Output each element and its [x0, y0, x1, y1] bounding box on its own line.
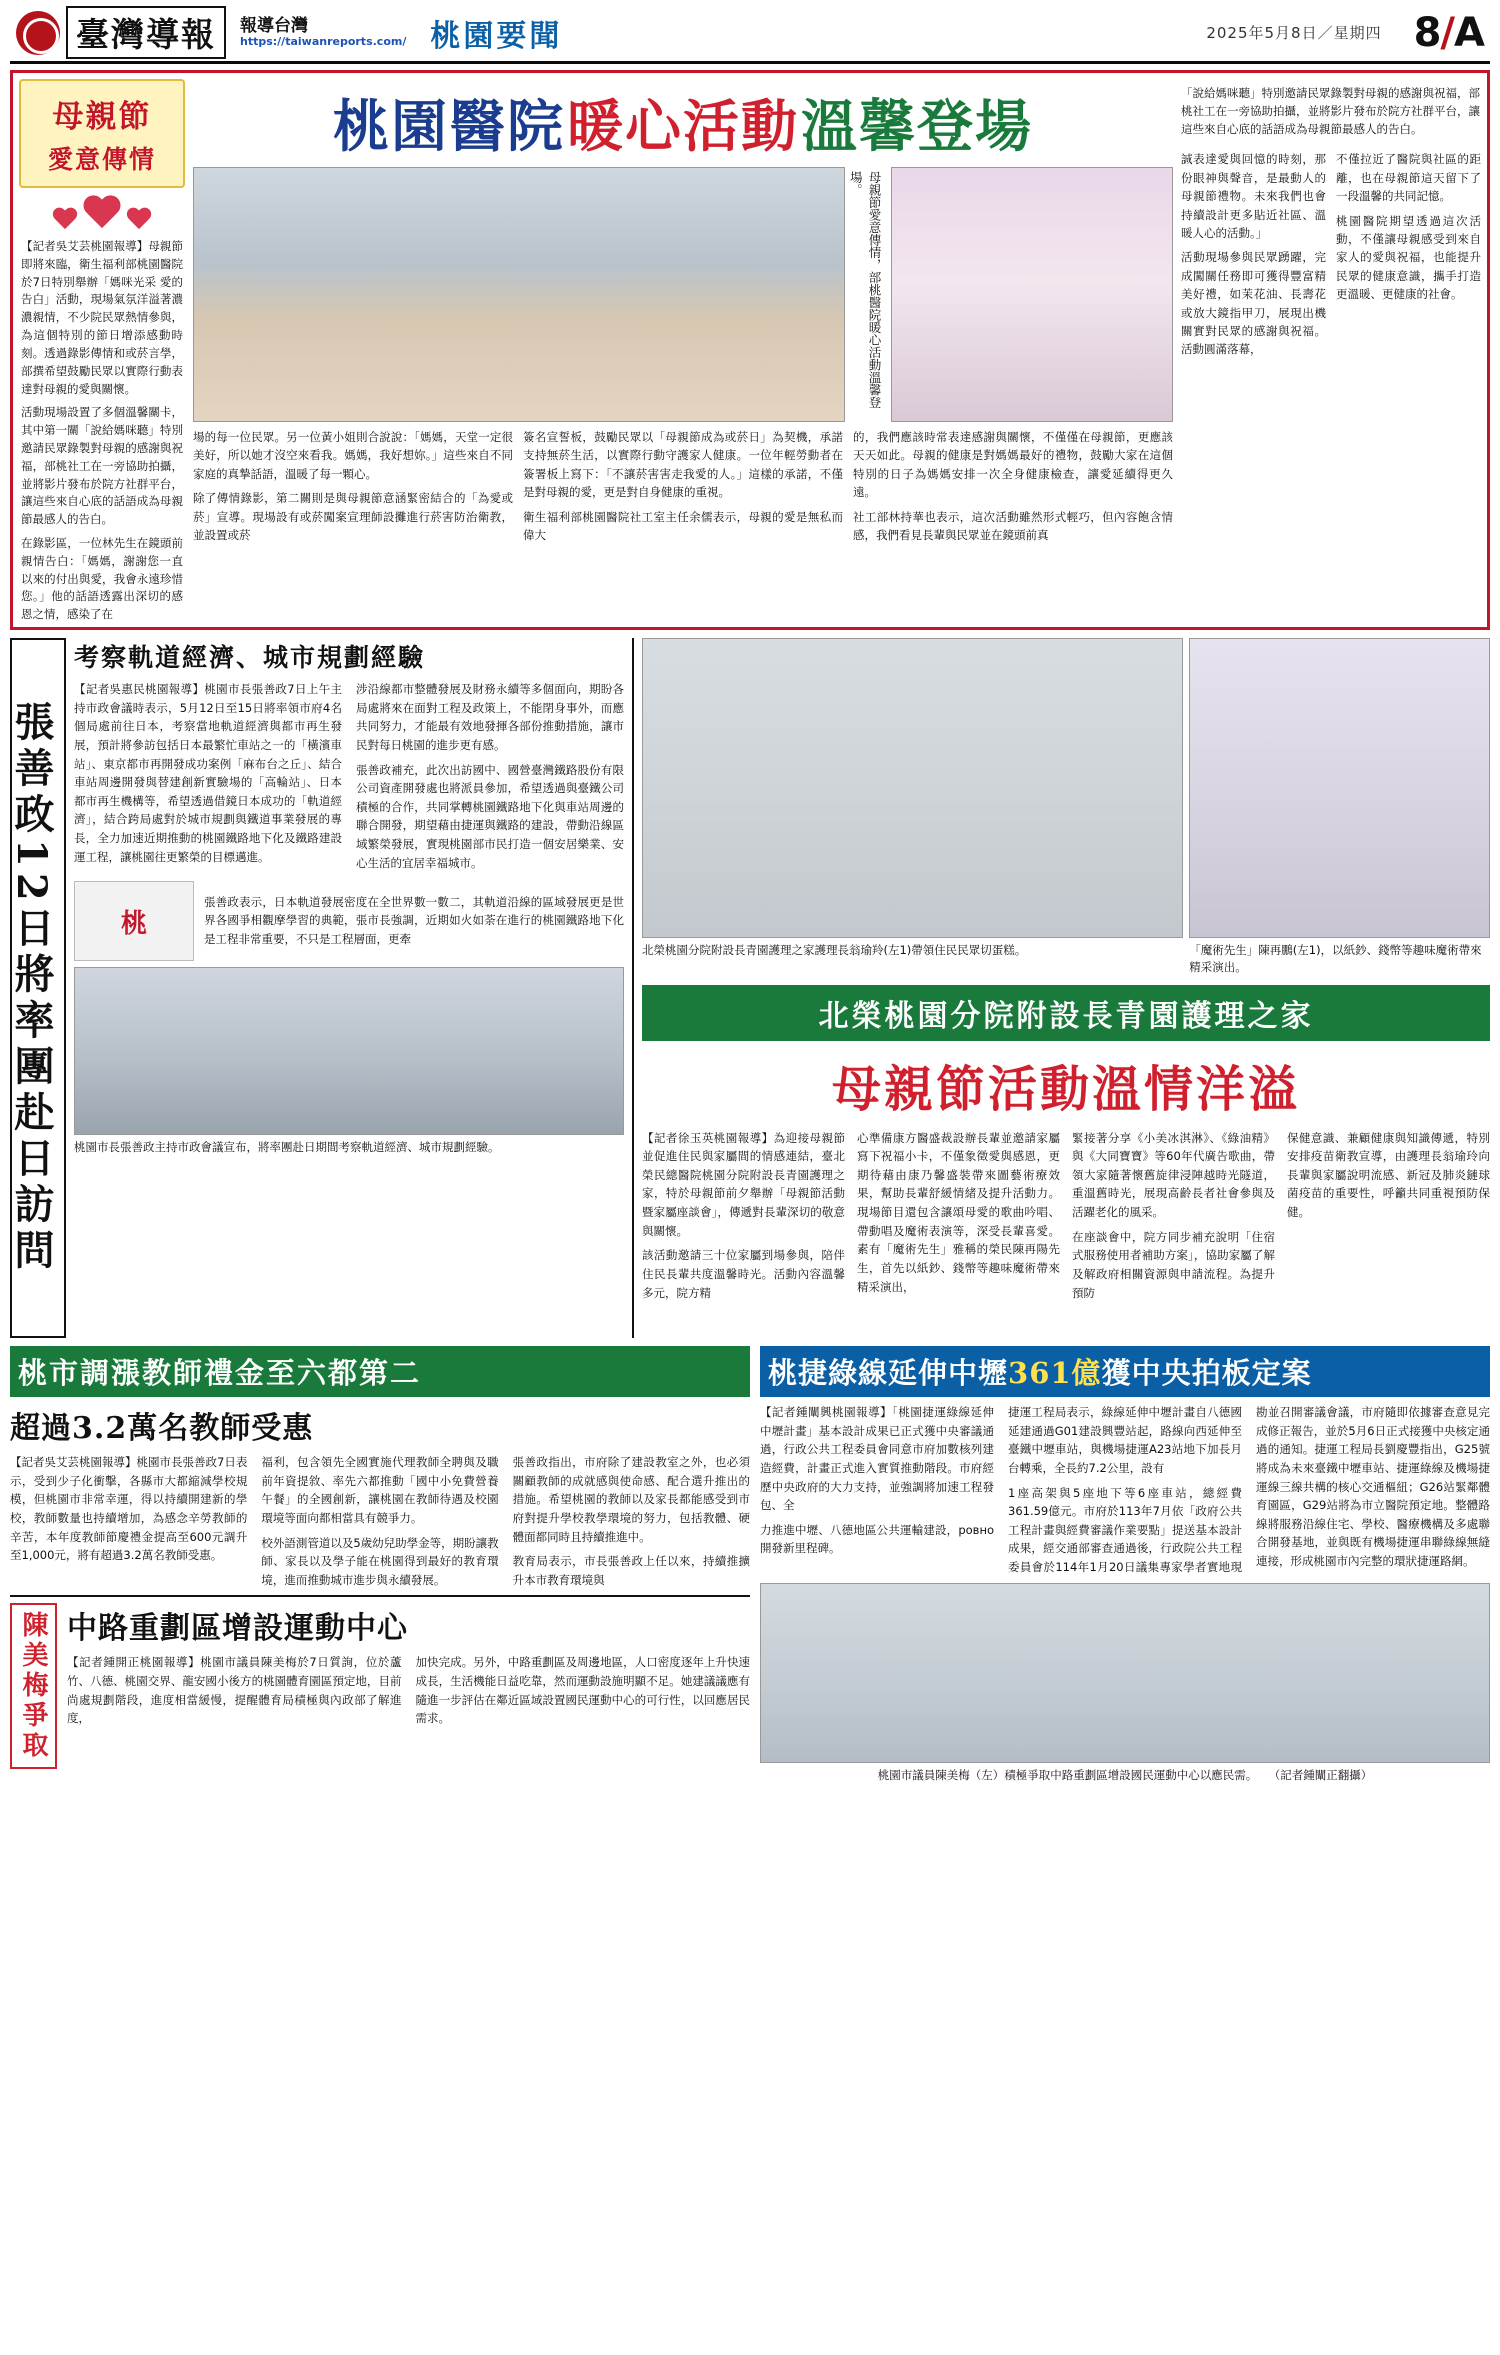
body-paragraph: 【記者徐玉英桃園報導】為迎接母親節並促進住民與家屬間的情感連結，臺北榮民總醫院桃園分院附設長青園護理之家，特於母親節前夕舉辦「母親節活動暨家屬座談會」，傳遞對長輩深切的敬意與關懷。 — [642, 1130, 845, 1238]
mid-left-article — [74, 638, 634, 1338]
body-paragraph: 涉沿線都市整體發展及財務永續等多個面向，期盼各局處將來在面對工程及政策上，不能閉身事外，而應共同努力，才能最有效地發揮各部份推動措施，讓市民對每日桃園的進步更有感。 — [356, 682, 624, 752]
bar-title-highlight: 361億 — [1008, 1356, 1102, 1390]
top-story — [10, 70, 1490, 630]
bar-title-suffix: 獲中央拍板定案 — [1101, 1356, 1312, 1390]
bottom-right-body — [760, 1403, 1490, 1577]
sub-article-headline: 中路重劃區增設運動中心 — [67, 1611, 408, 1647]
bottom-left-bar-title: 桃市調漲教師禮金至六都第二 — [10, 1346, 750, 1397]
page-number: 8/A — [1413, 9, 1484, 56]
bottom-left-subhead: 超過3.2萬名教師受惠 — [10, 1411, 314, 1446]
page-number-value: 8 — [1413, 9, 1441, 56]
top-story-photos — [193, 167, 1173, 422]
mid-left-headline: 考察軌道經濟、城市規劃經驗 — [74, 643, 426, 672]
bottom-right-article — [760, 1346, 1490, 1866]
mid-left-figure-caption: 桃園市長張善政主持市政會議宣布，將率團赴日期間考察軌道經濟、城市規劃經驗。 — [74, 1140, 500, 1155]
body-paragraph: 張善政表示，日本軌道發展密度在全世界數一數二，其軌道沿線的區域發展更是世界各國爭相觀摩學習的典範，張市長強調，近期如火如荼在進行的桃園鐵路地下化是工程非常重要，不只是工程層面，更牽 — [204, 894, 624, 946]
top-story-left-column — [19, 79, 185, 621]
body-paragraph: 場的每一位民眾。另一位黃小姐則合說說：「媽媽，天堂一定很美好，所以她才沒空來看我。媽媽，我好想妳。」這些來自不同家庭的真摯話語，溫暖了每一顆心。 — [193, 430, 513, 481]
body-paragraph: 衛生福利部桃園醫院社工室主任余儒表示，母親的愛是無私而偉大 — [523, 509, 843, 542]
body-column — [1336, 150, 1481, 364]
sub-article-vertical-label: 陳美梅爭取 — [10, 1603, 57, 1769]
photo-mayor-speech — [74, 967, 624, 1135]
bottom-right-photo-caption: 桃園市議員陳美梅（左）積極爭取中路重劃區增設國民運動中心以應民需。 （記者鍾闡正翻攝） — [877, 1767, 1373, 1782]
body-paragraph: 力推進中壢、八德地區公共運輸建設，ровно開發新里程碑。 — [760, 1522, 994, 1556]
heart-icon — [52, 208, 78, 232]
mid-right-band: 北榮桃園分院附設長青園護理之家 — [642, 985, 1490, 1041]
bottom-section — [10, 1346, 1490, 1866]
top-story-kicker — [19, 79, 185, 188]
body-paragraph: 福利，包含領先全國實施代理教師全聘與及職前年資提敘、率先六都推動「國中小免費營養午餐」的全國創新，讓桃園在教師待遇及校園環境等面向都相當具有競爭力。 — [261, 1455, 499, 1525]
mid-left-body — [74, 680, 624, 875]
headline-part-2: 暖心活動 — [567, 94, 799, 160]
body-column — [193, 428, 513, 550]
photo-caption: 北榮桃園分院附設長青園護理之家護理長翁瑜羚(左1)帶領住民民眾切蛋糕。 — [642, 943, 1027, 957]
photo-group-event — [193, 167, 845, 422]
body-paragraph: 簽名宣誓板，鼓勵民眾以「母親節成為或菸日」為契機，承諾支持無菸生活，以實際行動守護家人健康。一位年輕勞動者在簽署板上寫下：「不讓菸害害走我愛的人。」這樣的承諾，不僅是對母親的愛，更是對自身健康的重視。 — [523, 430, 843, 500]
photo-cake-cutting — [642, 638, 1183, 938]
body-paragraph: 誠表達愛與回憶的時刻，那份眼神與聲音，是最動人的母親節禮物。未來我們也會持續設計更多貼近社區、溫暖人心的活動。」 — [1181, 152, 1326, 240]
body-paragraph: 捷運工程局表示，綠線延伸中壢計畫自八德國延建通過G01建設興豐站起，路線向西延伸至臺鐵中壢車站，與機場捷運A23站地下加長月台轉乘，全長約7.2公里，設有 — [1008, 1405, 1242, 1475]
heart-icon — [82, 196, 122, 232]
heart-icon — [126, 208, 152, 232]
body-paragraph: 張善政補充，此次出訪國中、國營臺灣鐵路股份有限公司資產開發處也將派員參加，希望透過與臺鐵公司積極的合作，共同掌轉桃園鐵路地下化與車站周邊的聯合開發，期望藉由捷運與鐵路的建設，帶動沿線區域繁榮發展，實現桃園部市民打造一個安居樂業、安心生活的宜居幸福城市。 — [356, 762, 624, 870]
mid-left-figure — [74, 881, 624, 961]
top-story-right-body — [1181, 150, 1481, 364]
top-story-paragraph: 活動現場設置了多個溫馨關卡，其中第一關「說給媽咪聽」特別邀請民眾錄製對母親的感謝與祝福，部桃社工在一旁協助拍攝，並將影片發布於院方社群平台，讓這些來自心底的話語成為母親節最感人的告白。 — [21, 405, 183, 527]
body-paragraph: 校外語測管道以及5歲幼兒助學金等，期盼讓教師、家長以及學子能在桃園得到最好的教育環境，進而推動城市進步與永續發展。 — [261, 1535, 499, 1587]
paper-name: 臺灣導報 — [66, 6, 226, 59]
body-paragraph: 張善政指出，市府除了建設教室之外，也必須關顧教師的成就感與使命感、配合選升推出的措施。希望桃園的教師以及家長都能感受到市府對提升學校教學環境的努力，包括教體、硬體面都同時且持續推進中。 — [512, 1455, 750, 1544]
bottom-right-bar-title — [760, 1346, 1490, 1397]
kicker-line-2: 愛意傳情 — [47, 145, 156, 174]
photo-b-caption: 「說給媽咪聽」特別邀請民眾錄製對母親的感謝與祝福，部桃社工在一旁協助拍攝，並將影片發布於院方社群平台，讓這些來自心底的話語成為母親節最感人的告白。 — [1181, 86, 1480, 136]
mid-section — [10, 638, 1490, 1338]
body-paragraph: 緊接著分享《小美冰淇淋》、《綠油精》與《大同寶寶》等60年代廣告歌曲，帶領大家隨著懷舊旋律浸陣越時光隧道，重溫舊時光，展現高齡長者社會參與及活躍老化的風采。 — [1072, 1130, 1275, 1219]
body-paragraph: 1座高架與5座地下等6座車站，總經費361.59億元。市府於113年7月依「政府公共工程計畫與經費審議作業要點」提送基本設計成果，經交通部審查通過後，行政院公共工程委員會於114年1月20日議集專家學者實地現勘並召開審議會議，市府隨即依據審查意見完成修正報告，並於5月6日正式接獲中央核定通過的通知。捷運工程局長劉慶豐指出，G25號將成為未來臺鐵中壢車站、捷運綠線及機場捷運線三線共構的核心交通樞紐；G26站緊鄰體育園區，G29站將為市立醫院預定地。整體路線將服務沿線住宅、學校、醫療機構及多處聯合開發基地，並與既有機場捷運串聯綠線無縫連接，形成桃園市內完整的環狀捷運路網。 — [1008, 1405, 1490, 1574]
body-paragraph: 在座談會中，院方同步補充說明「住宿式服務使用者補助方案」，協助家屬了解及解政府相關資源與申請流程。為提升預防 — [1072, 1229, 1275, 1300]
kicker-line-1: 母親節 — [52, 99, 152, 135]
photo-council-session — [760, 1583, 1490, 1763]
taoyuan-logo-icon — [74, 881, 194, 961]
section-title: 桃園要聞 — [430, 18, 563, 54]
photo-magic-show — [1189, 638, 1490, 938]
top-story-body — [193, 428, 1173, 550]
body-paragraph: 心準備康方醫盛裁設辦長輩並邀請家屬寫下祝福小卡，不僅象徵愛與感恩，更期待藉由康乃馨盛裝帶來圖藝術療效果，幫助長輩舒緩情緒及提升活動力。現場節目還包含讓頌母愛的歌曲吟唱、帶動唱及魔術表演等，深受長輩喜愛。素有「魔術先生」雅稱的榮民陳再陽先生，首先以紙鈔、錢幣等趣味魔術帶來精采演出， — [857, 1130, 1060, 1294]
headline-part-3: 溫馨登場 — [801, 94, 1033, 160]
body-paragraph: 【記者吳惠民桃園報導】桃園市長張善政7日上午主持市政會議時表示，5月12日至15日將率領市府4名個局處前往日本，考察當地軌道經濟與都市再生發展，預計將參訪包括日本最繁忙車站之一的「橫濱車站」、東京都市再開發成功案例「麻布台之丘」、結合車站周邊開發與替建創新實驗場的「高輪站」、日本都市再生機構等，希望透過借鏡日本成功的「軌道經濟」，結合跨局處對於城市規劃與鐵道事業發展的專長，全力加速近期推動的桃園鐵路地下化及鐵路建設運工程，讓桃園往更繁榮的目標邁進。 — [74, 682, 342, 864]
body-paragraph: 【記者鍾開正桃園報導】桃園市議員陳美梅於7日質詢，位於蘆竹、八德、桃園交界、龍安國小後方的桃園體育園區預定地，目前尚處規劃階段，進度相當緩慢，提醒體育局積極與內政部了解進度， — [67, 1655, 402, 1726]
photo-caption: 「魔術先生」陳再鵬(左1)，以紙鈔、錢幣等趣味魔術帶來精采演出。 — [1189, 943, 1482, 975]
body-paragraph: 社工部林持華也表示，這次活動雖然形式輕巧，但內容飽含情感，我們看見長輩與民眾並在鏡頭前真 — [853, 509, 1173, 542]
mid-right-photos — [642, 638, 1490, 938]
body-paragraph: 不僅拉近了醫院與社區的距離，也在母親節這天留下了一段溫馨的共同記憶。 — [1336, 152, 1481, 204]
photo-caption-vertical: 母親節愛意傳情，部桃醫院暖心活動溫馨登場。 — [848, 171, 882, 409]
website-url[interactable]: https://taiwanreports.com/ — [240, 34, 407, 48]
masthead-subtitle — [240, 17, 406, 48]
bar-title-prefix: 桃捷綠線延伸中壢 — [768, 1356, 1009, 1390]
mid-right-captions — [642, 942, 1490, 977]
top-story-main — [193, 79, 1173, 621]
divider — [10, 1595, 750, 1597]
bottom-left-body — [10, 1453, 750, 1589]
body-paragraph: 教育局表示，市長張善政上任以來，持續推擴升本市教育環境與 — [512, 1554, 750, 1587]
top-story-right-column — [1181, 79, 1481, 621]
tagline: 報導台灣 — [240, 16, 308, 37]
issue-date: 2025年5月8日／星期四 — [1206, 24, 1382, 42]
masthead — [10, 8, 1490, 64]
bottom-left-article — [10, 1346, 750, 1866]
body-paragraph: 活動現場參與民眾踴躍，完成闖關任務即可獲得豐富精美好禮，如茉花油、長壽花或放大鏡指甲刀，展現出機關實對民眾的感謝與祝福。活動圓滿落幕， — [1181, 250, 1326, 357]
mid-right-article — [642, 638, 1490, 1338]
body-paragraph: 保健意識、兼顧健康與知識傳遞，特別安排疫苗衛教宣導，由護理長翁瑜玲向長輩與家屬說明流感、新冠及肺炎鏈球菌疫苗的重要性，呼籲共同重視預防保健。 — [1287, 1130, 1490, 1219]
body-paragraph: 【記者吳艾芸桃園報導】桃園市長張善政7日表示，受到少子化衝擊，各縣市大都縮減學校規模，但桃園市非常幸運，得以持續開建新的學校，教師數量也持續增加，為感念辛勞教師的辛苦，本年度教師節慶禮金提高至600元調升至1,000元，將有超過3.2萬名教師受惠。 — [10, 1455, 248, 1563]
page-letter: A — [1454, 9, 1484, 56]
body-paragraph: 該活動邀請三十位家屬到場參與，陪伴住民長輩共度溫馨時光。活動內容溫馨多元，院方精 — [642, 1248, 845, 1300]
heart-decoration — [19, 196, 185, 232]
mid-right-body — [642, 1129, 1490, 1303]
circle-logo-icon — [16, 11, 60, 55]
body-paragraph: 的，我們應該時常表達感謝與關懷，不僅僅在母親節，更應該天天如此。母親的健康是對媽媽最好的禮物，鼓勵大家在這個特別的日子為媽媽安排一次全身健康檢查，讓愛延續得更久遠。 — [853, 430, 1173, 500]
photo-mother-child-frame — [891, 167, 1173, 422]
top-story-paragraph: 在錄影區，一位林先生在鏡頭前親情告白：「媽媽，謝謝您一直以來的付出與愛，我會永遠珍惜您。」他的話語透露出深切的感恩之情，感染了在 — [21, 536, 183, 622]
headline-part-1: 桃園醫院 — [333, 94, 565, 160]
body-paragraph: 除了傳情錄影，第二關則是與母親節意涵緊密結合的「為愛或菸」宣導。現場設有或菸闖案宣理師設攤進行菸害防治衛教，並設置或菸 — [193, 491, 513, 542]
body-column — [853, 428, 1173, 550]
mid-right-headline: 母親節活動溫情洋溢 — [831, 1059, 1300, 1118]
body-column — [523, 428, 843, 550]
body-column — [1181, 150, 1326, 364]
body-paragraph: 桃園醫院期望透過這次活動，不僅讓母親感受到來自家人的愛與祝福，也能提升民眾的健康意識，攜手打造更溫暖、更健康的社會。 — [1336, 213, 1481, 302]
icon-label: 桃 — [120, 908, 147, 939]
top-story-paragraph: 【記者吳艾芸桃園報導】母親節即將來臨，衛生福利部桃園醫院於7日特別舉辦「媽咪光采 愛的告白」活動，現場氣氛洋溢著濃濃親情，不少院民眾熱情參與，為這個特別的節日增添感動時刻。透過錄影傳情和或菸言學，部撰希望鼓勵民眾以實際行動表達對母親的愛與關懷。 — [21, 239, 183, 396]
paper-logo — [16, 6, 226, 59]
bottom-left-sub-article — [10, 1603, 750, 1769]
body-paragraph: 【記者鍾闡興桃園報導】「桃園捷運綠線延伸中壢計畫」基本設計成果已正式獲中央審議通過，行政公共工程委員會同意市府加數核列建造經費，計畫正式進入實質推動階段。市府經歷中央政府的大力支持，並強調將加速工程發包、全 — [760, 1405, 994, 1513]
mid-left-vertical-title: 張善政12日將率團赴日訪問 — [10, 638, 66, 1338]
body-paragraph: 加快完成。另外，中路重劃區及周邊地區，人口密度逐年上升快速成長，生活機能日益吃靠，然而運動設施明顯不足。她建議議應有隨進一步評估在鄰近區域設置國民運動中心的可行性，以回應居民需求。 — [415, 1655, 750, 1726]
sub-article-body — [67, 1653, 750, 1734]
top-story-headline — [193, 79, 1173, 167]
